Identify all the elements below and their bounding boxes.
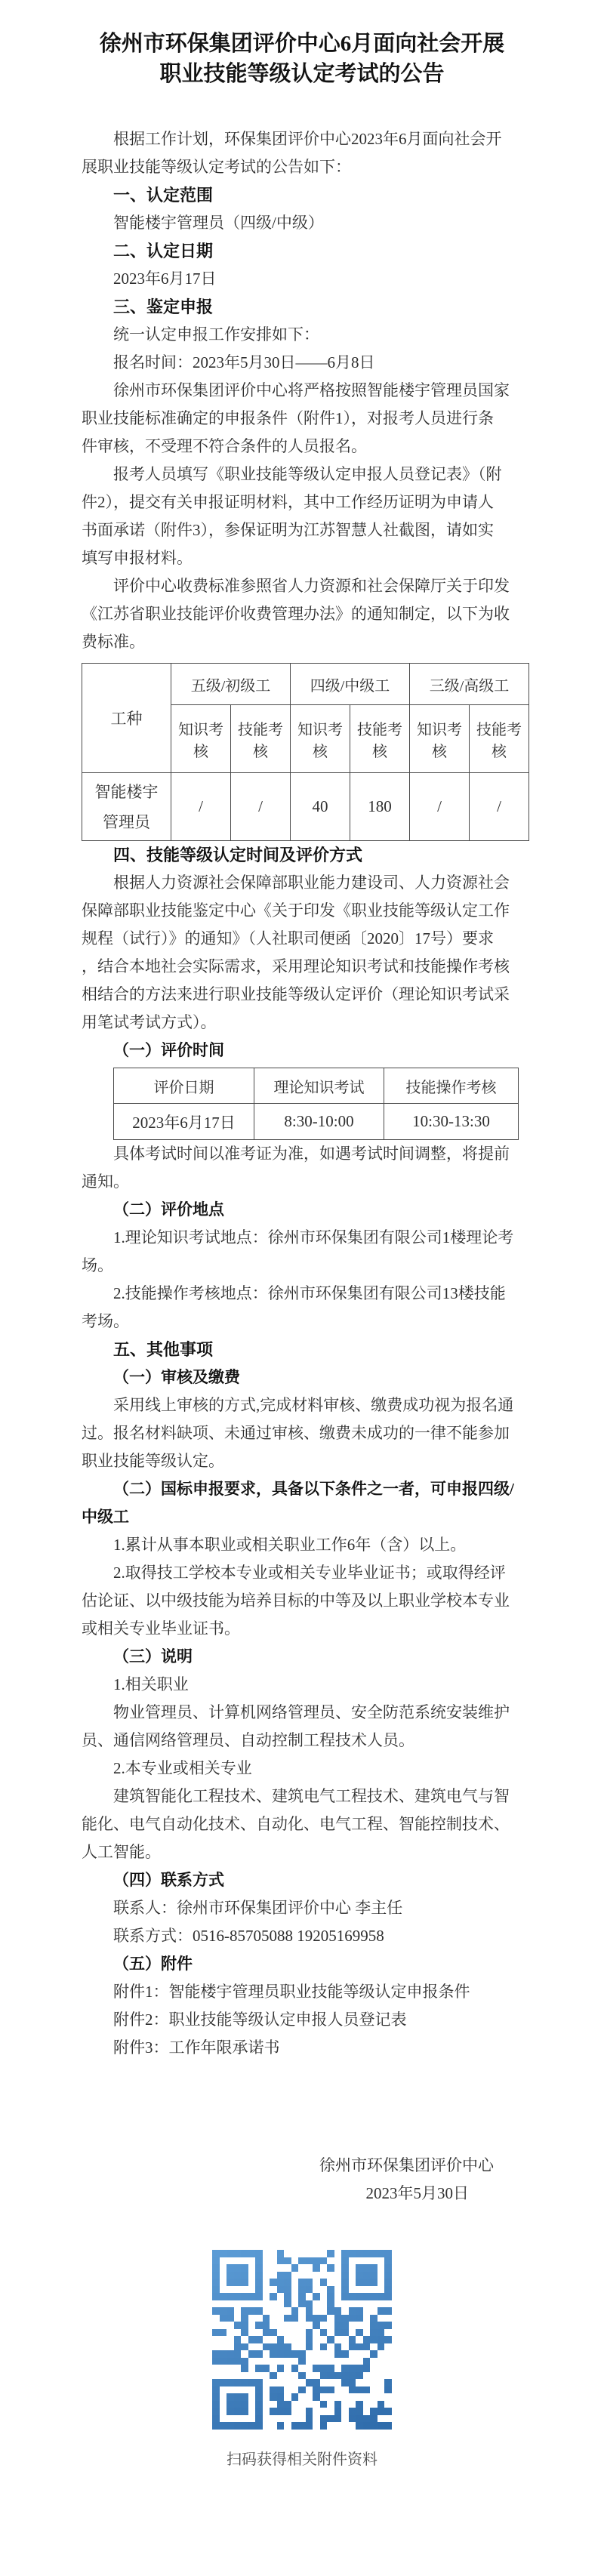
text-line: 过。报名材料缺项、未通过审核、缴费未成功的一律不能参加	[82, 1424, 510, 1442]
level-header-cell: 五级/初级工	[171, 664, 291, 705]
text-line: 职业技能等级认定。	[82, 1452, 224, 1470]
text-line: ，结合本地社会实际需求，采用理论知识考试和技能操作考核	[82, 957, 510, 975]
text-line: 场。	[82, 1256, 113, 1274]
fee-value-cell: /	[470, 773, 529, 841]
text-line: 报考人员填写《职业技能等级认定申报人员登记表》（附	[113, 465, 502, 483]
text-line: 附件3：工作年限承诺书	[113, 2038, 280, 2057]
text-line: 2.本专业或相关专业	[113, 1759, 252, 1777]
sub-header-cell: 技能考核	[231, 705, 291, 773]
section-heading: 二、认定日期	[113, 242, 214, 260]
text-line: 2.技能操作考核地点：徐州市环保集团有限公司13楼技能	[113, 1284, 506, 1302]
table-row	[114, 1104, 519, 1140]
text-line: 2.取得技工学校本专业或相关专业毕业证书；或取得经评	[113, 1564, 506, 1582]
text-line: 保障部职业技能鉴定中心《关于印发《职业技能等级认定工作	[82, 901, 510, 920]
document-body	[82, 125, 522, 2062]
text-line: 根据工作计划，环保集团评价中心2023年6月面向社会开	[113, 130, 502, 148]
sub-heading: （四）联系方式	[113, 1871, 224, 1889]
page-title	[82, 29, 522, 89]
text-line: 填写申报材料。	[82, 549, 193, 567]
announcement-document	[0, 29, 604, 2474]
text-line: 物业管理员、计算机网络管理员、安全防范系统安装维护	[113, 1703, 510, 1721]
qr-code	[212, 2250, 392, 2430]
text-line: 通知。	[82, 1172, 129, 1191]
section-heading: 一、认定范围	[113, 186, 214, 205]
text-line: 评价中心收费标准参照省人力资源和社会保障厅关于印发	[113, 577, 510, 595]
time-value-cell: 8:30-10:00	[254, 1104, 384, 1140]
text-line: 智能楼宇管理员（四级/中级）	[113, 214, 324, 232]
text-line: 附件2：职业技能等级认定申报人员登记表	[113, 2011, 407, 2029]
text-line: 规程（试行）》的通知》（人社职司便函〔2020〕17号）要求	[82, 929, 494, 948]
text-line: 用笔试考试方式）。	[82, 1013, 217, 1031]
text-line: 件2），提交有关申报证明材料，其中工作经历证明为申请人	[82, 493, 494, 511]
text-line: 建筑智能化工程技术、建筑电气工程技术、建筑电气与智	[113, 1787, 510, 1805]
fee-value-cell: 180	[350, 773, 410, 841]
text-line: 2023年6月17日	[113, 270, 217, 288]
sub-header-cell: 技能考核	[470, 705, 529, 773]
sub-header-cell: 知识考核	[171, 705, 231, 773]
text-line: 徐州市环保集团评价中心将严格按照智能楼宇管理员国家	[113, 381, 510, 399]
table-row	[114, 1068, 519, 1104]
fee-corner-cell: 工种	[82, 664, 171, 773]
title-line-2: 职业技能等级认定考试的公告	[159, 62, 445, 86]
section-heading: 五、其他事项	[113, 1340, 214, 1359]
sub-heading: （二）国标申报要求，具备以下条件之一者，可申报四级/	[113, 1480, 514, 1498]
sub-heading: （三）说明	[113, 1647, 193, 1665]
text-line: 员、通信网络管理员、自动控制工程技术人员。	[82, 1731, 414, 1749]
text-line: 根据人力资源社会保障部职业能力建设司、人力资源社会	[113, 874, 510, 892]
text-line: 能化、电气自动化技术、自动化、电气工程、智能控制技术、	[82, 1815, 510, 1833]
sub-header-cell: 技能考核	[350, 705, 410, 773]
sub-heading: 中级工	[82, 1508, 129, 1526]
text-line: 人工智能。	[82, 1843, 161, 1861]
text-line: 考场。	[82, 1312, 129, 1330]
sub-heading: （一）审核及缴费	[113, 1368, 240, 1386]
fee-value-cell: 40	[291, 773, 350, 841]
text-line: 1.相关职业	[113, 1675, 189, 1693]
fee-value-cell: /	[410, 773, 470, 841]
sub-header-cell: 知识考核	[410, 705, 470, 773]
text-line: 附件1：智能楼宇管理员职业技能等级认定申报条件	[113, 1983, 470, 2001]
fee-table	[82, 663, 529, 841]
occupation-cell: 智能楼宇 管理员	[82, 773, 171, 841]
sub-header-cell: 知识考核	[291, 705, 350, 773]
text-line: 职业技能标准确定的申报条件（附件1），对报考人员进行条	[82, 409, 494, 427]
sub-heading: （一）评价时间	[113, 1041, 224, 1059]
text-line: 或相关专业毕业证书。	[82, 1619, 240, 1638]
text-line: 联系人：徐州市环保集团评价中心 李主任	[113, 1899, 403, 1917]
time-value-cell: 10:30-13:30	[384, 1104, 519, 1140]
qr-code-wrap	[82, 2250, 522, 2430]
time-header-cell: 理论知识考试	[254, 1068, 384, 1104]
sub-heading: （二）评价地点	[113, 1200, 224, 1219]
qr-caption: 扫码获得相关附件资料	[226, 2451, 378, 2468]
text-line: 件审核，不受理不符合条件的人员报名。	[82, 437, 367, 455]
text-line: 联系方式：0516-85705088 19205169958	[113, 1927, 384, 1945]
time-header-cell: 技能操作考核	[384, 1068, 519, 1104]
text-line: 具体考试时间以准考证为准，如遇考试时间调整，将提前	[113, 1145, 510, 1163]
text-line: 估论证、以中级技能为培养目标的中等及以上职业学校本专业	[82, 1592, 510, 1610]
section-heading: 四、技能等级认定时间及评价方式	[113, 846, 363, 864]
title-line-1: 徐州市环保集团评价中心6月面向社会开展	[99, 32, 505, 56]
time-header-cell: 评价日期	[114, 1068, 254, 1104]
text-line: 费标准。	[82, 633, 145, 651]
text-line: 采用线上审核的方式,完成材料审核、缴费成功视为报名通	[113, 1396, 514, 1414]
signature-date: 2023年5月30日	[365, 2184, 469, 2202]
evaluation-time-table	[113, 1068, 519, 1140]
section-heading: 三、鉴定申报	[113, 297, 214, 316]
sub-heading: （五）附件	[113, 1955, 193, 1973]
fee-value-cell: /	[171, 773, 231, 841]
table-row	[82, 773, 529, 841]
table-row	[82, 664, 529, 705]
text-line: 报名时间：2023年5月30日——6月8日	[113, 353, 375, 371]
signature-org: 徐州市环保集团评价中心	[319, 2156, 494, 2174]
text-line: 展职业技能等级认定考试的公告如下：	[82, 158, 351, 176]
fee-value-cell: /	[231, 773, 291, 841]
text-line: 1.累计从事本职业或相关职业工作6年（含）以上。	[113, 1536, 467, 1554]
text-line: 书面承诺（附件3），参保证明为江苏智慧人社截图，请如实	[82, 521, 494, 539]
text-line: 统一认定申报工作安排如下：	[113, 325, 319, 344]
level-header-cell: 三级/高级工	[410, 664, 529, 705]
text-line: 1.理论知识考试地点：徐州市环保集团有限公司1楼理论考	[113, 1228, 514, 1246]
text-line: 《江苏省职业技能评价收费管理办法》的通知制定，以下为收	[82, 605, 510, 623]
time-value-cell: 2023年6月17日	[114, 1104, 254, 1140]
text-line: 相结合的方法来进行职业技能等级认定评价（理论知识考试采	[82, 985, 510, 1003]
level-header-cell: 四级/中级工	[291, 664, 410, 705]
